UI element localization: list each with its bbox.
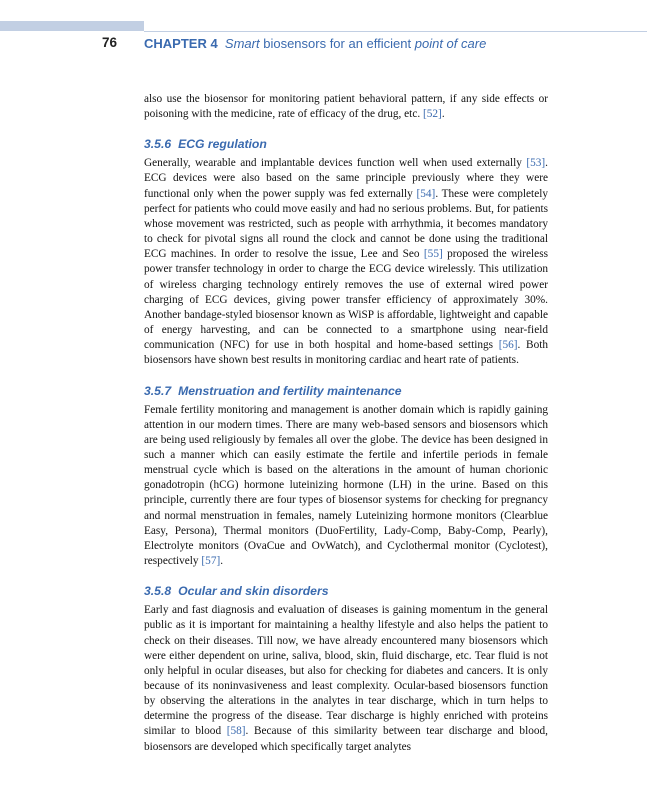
intro-text-end: . [441, 108, 445, 121]
section-title: Menstruation and fertility maintenance [178, 383, 402, 398]
section-heading [144, 136, 548, 152]
citation-52[interactable]: [52] [422, 108, 442, 121]
chapter-title-plain: biosensors for an efficient [263, 36, 412, 51]
citation-54[interactable]: [54] [416, 187, 436, 200]
running-head [144, 36, 486, 51]
intro-text: also use the biosensor for monitoring patient behavioral pattern, if any side effects or poisoning with the medicine, rate of efficacy of the drug, etc. [144, 93, 548, 121]
section-heading [144, 583, 548, 599]
menstruation-text-2: . [220, 555, 224, 568]
citation-58[interactable]: [58] [226, 725, 246, 738]
section-ocular-skin [144, 583, 548, 755]
citation-56[interactable]: [56] [498, 339, 518, 352]
page-number: 76 [102, 35, 118, 50]
section-ecg-regulation [144, 136, 548, 368]
ocular-text-1: Early and fast diagnosis and evaluation of diseases is gaining momentum in the general public as it is important for maintaining a healthy lifestyle and also helps the patient to check on their diseases. Till now, we have already encountered many biosensors which were either dependent on urine, saliva, blood, skin, fluid discharge, etc. Tear fluid is not only helpful in ocular diseases, but also for checking for diabetes and cancers. It is only because of its noninvasiveness and least complexity. Ocular-based biosensors function by observing the alterations in the analytes in tear discharge, which in turn helps to determine the progress of the disease. Tear discharge is highly enriched with proteins similar to blood [144, 604, 548, 738]
menstruation-paragraph [144, 403, 548, 570]
citation-57[interactable]: [57] [201, 555, 221, 568]
ecg-text-3: . These were completely perfect for patients who could move easily and had no serious problems. But, for patients whose movement was restricted, such as people with arrhythmia, it becomes mandatory to check for pivotal signs all round the clock and cannot be done using the traditional ECG machines. In order to resolve the issue, Lee and Seo [144, 187, 548, 261]
section-title: Ocular and skin disorders [178, 584, 329, 599]
section-number: 3.5.8 [144, 584, 172, 599]
page-body [144, 92, 548, 755]
section-number: 3.5.7 [144, 383, 172, 398]
ecg-text-4: proposed the wireless power transfer technology in order to charge the ECG device wirelessly. This utilization of wireless charging technology entirely removes the use of external wired power charging of ECG devices, giving power transfer efficiency of approximately 30%. Another bandage-styled biosensor known as WiSP is affordable, lightweight and capable of energy harvesting, and can be connected to a smartphone using near-field communication (NFC) for use in both hospital and home-based settings [144, 248, 548, 352]
section-menstruation-fertility [144, 383, 548, 570]
ocular-paragraph [144, 603, 548, 755]
intro-paragraph [144, 92, 548, 122]
header-rule [144, 31, 647, 32]
section-number: 3.5.6 [144, 137, 172, 152]
chapter-label: CHAPTER 4 [144, 36, 218, 51]
ecg-paragraph [144, 156, 548, 368]
ecg-text-5: . Both biosensors have shown best results in monitoring cardiac and heart rate of patients. [144, 339, 549, 367]
chapter-title-italic-1: Smart [224, 36, 260, 51]
menstruation-text-1: Female fertility monitoring and management is another domain which is rapidly gaining attention in our modern times. There are many web-based sensors and biosensors which are being used religiously by females all over the globe. The device has been designed in such a manner which can easily estimate the fertile and infertile periods in female menstrual cycle which is based on the alterations in the amount of human chorionic gonadotropin (hCG) hormone luteinizing hormone (LH) in the urine. Based on this principle, currently there are four types of biosensor systems for checking for pregnancy and normal menstruation in females, namely Luteinizing hormone monitors (Clearblue Easy, Persona), Thermal monitors (DuoFertility, Lady-Comp, Baby-Comp, Pearly), Electrolyte monitors (OvaCue and OvWatch), and Cyclothermal monitor (Cyclotest), respectively [144, 403, 548, 568]
chapter-title-italic-2: point of care [414, 36, 487, 51]
section-title: ECG regulation [178, 137, 267, 152]
header-accent-bar [0, 21, 144, 31]
ecg-text-2: . ECG devices were also based on the same principle previously where they were functional only when the power supply was fed externally [144, 157, 548, 200]
section-heading [144, 383, 548, 399]
ecg-text-1: Generally, wearable and implantable devices function well when used externally [144, 157, 522, 170]
citation-53[interactable]: [53] [526, 157, 546, 170]
citation-55[interactable]: [55] [423, 248, 443, 261]
ocular-text-2: . Because of this similarity between tear discharge and blood, biosensors are developed which specifically target analytes [144, 725, 548, 753]
